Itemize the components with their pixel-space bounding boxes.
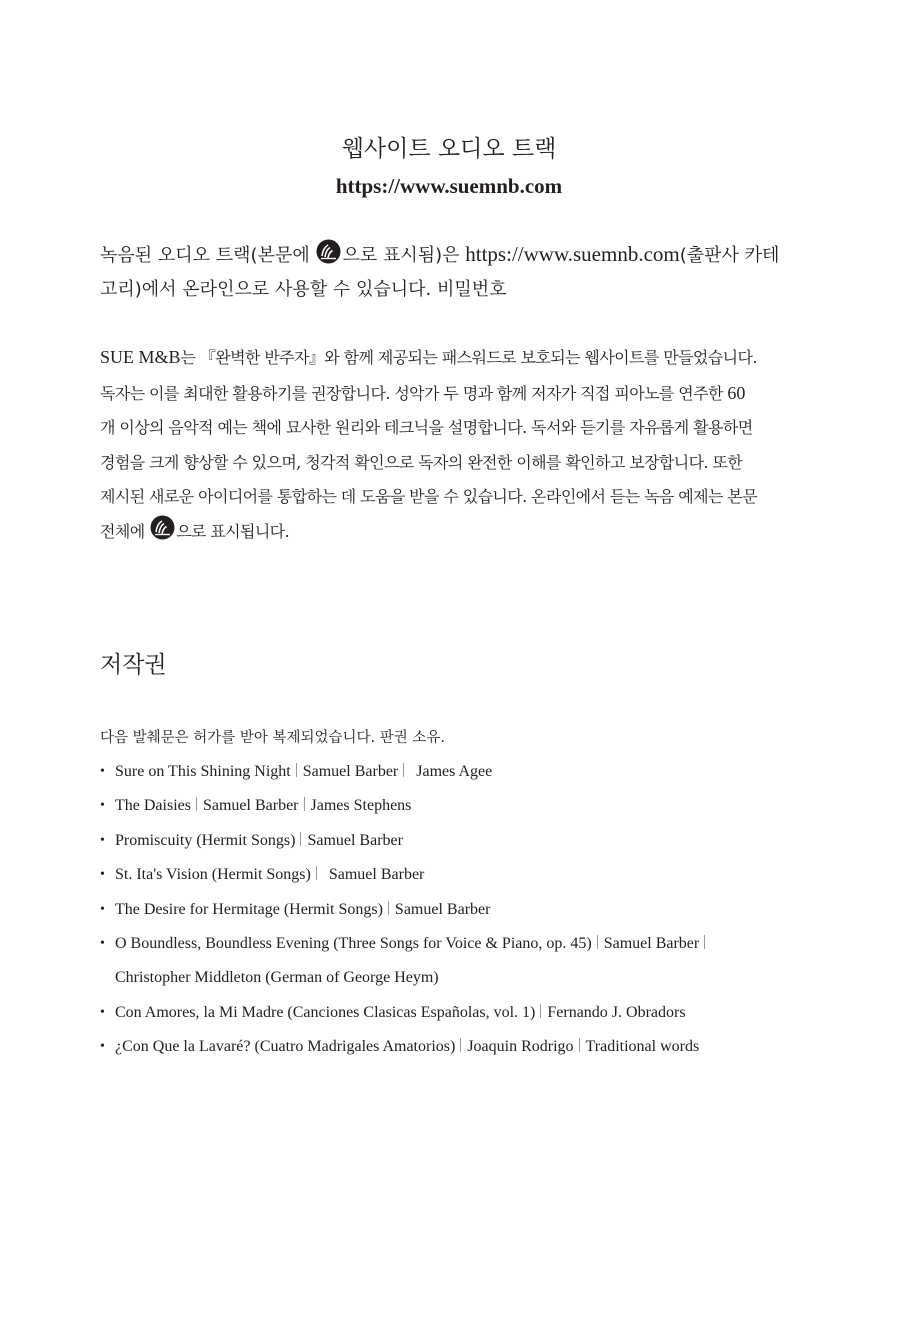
list-item — [100, 789, 740, 823]
credit-title: ¿Con Que la Lavaré? (Cuatro Madrigales Amatorios) — [115, 1038, 456, 1056]
credit-composer: Samuel Barber — [603, 935, 700, 953]
separator — [597, 935, 598, 949]
page-title: 웹사이트 오디오 트랙 — [341, 136, 557, 162]
credit-title: The Desire for Hermitage (Hermit Songs) — [115, 900, 383, 918]
intro-text-3: (출판사 카테고리)에서 온라인으로 사용할 수 있습니다. 비밀번호 — [100, 245, 780, 300]
audio-track-icon — [150, 515, 175, 540]
credit-composer: Samuel Barber — [202, 797, 299, 815]
list-item — [100, 1030, 740, 1064]
separator — [304, 797, 305, 811]
credit-composer: Fernando J. Obradors — [547, 1003, 686, 1021]
credit-composer: Samuel Barber — [307, 831, 403, 849]
separator — [460, 1038, 461, 1052]
list-item — [100, 893, 740, 927]
credit-title: Sure on This Shining Night — [115, 763, 291, 780]
credit-composer: Samuel Barber — [328, 866, 425, 884]
permission-note: 다음 발췌문은 허가를 받아 복제되었습니다. 판권 소유. — [100, 730, 446, 746]
credit-extra: James Agee — [416, 763, 493, 780]
intro-url: https://www.suemnb.com — [465, 242, 680, 266]
list-item — [100, 824, 740, 858]
body-paragraph — [100, 340, 760, 549]
credit-composer: Joaquin Rodrigo — [467, 1038, 574, 1056]
credit-extra: Traditional words — [585, 1038, 700, 1056]
intro-paragraph — [100, 237, 780, 307]
separator — [316, 866, 317, 880]
list-item — [100, 858, 740, 892]
credit-title: St. Ita's Vision (Hermit Songs) — [115, 866, 311, 884]
intro-text-2: 으로 표시됨)은 — [342, 245, 466, 266]
body-number: 60 — [727, 382, 746, 403]
credits-list — [100, 755, 740, 1065]
audio-track-icon — [316, 239, 341, 264]
list-item — [100, 755, 740, 789]
credit-title: Con Amores, la Mi Madre (Canciones Clasicas Españolas, vol. 1) — [115, 1003, 536, 1021]
separator — [704, 935, 705, 949]
separator — [579, 1038, 580, 1052]
credit-composer: Samuel Barber — [394, 900, 491, 918]
credit-title: O Boundless, Boundless Evening (Three Songs for Voice & Piano, op. 45) — [115, 935, 592, 953]
copyright-heading: 저작권 — [100, 652, 167, 678]
credit-extra: James Stephens — [310, 797, 412, 815]
separator — [540, 1004, 541, 1018]
credit-title: Promiscuity (Hermit Songs) — [115, 831, 296, 849]
body-text-3: 으로 표시됩니다. — [176, 521, 290, 541]
list-item — [100, 927, 740, 996]
intro-text-1: 녹음된 오디오 트랙(본문에 — [100, 245, 316, 266]
credit-title: The Daisies — [115, 797, 191, 815]
website-url: https://www.suemnb.com — [335, 174, 563, 198]
separator — [403, 763, 404, 777]
separator — [196, 797, 197, 811]
body-text-1: 는 『완벽한 반주자』와 함께 제공되는 패스워드로 보호되는 웹사이트를 만들었습니다. 독자는 이를 최대한 활용하기를 권장합니다. 성악가 두 명과 함께 저자가 직접 피아노를 연주한 — [100, 348, 757, 403]
body-text-2: 개 이상의 음악적 예는 책에 묘사한 원리와 테크닉을 설명합니다. 독서와 듣기를 자유롭게 활용하면 경험을 크게 향상할 수 있으며, 청각적 확인으로 독자의 완전한 이해를 확인하고 보장합니다. 또한 제시된 새로운 아이디어를 통합하는 데 도움을 받을 수 있습니다. 온라인에서 듣는 녹음 예제는 본문 전체에 — [100, 418, 758, 541]
credit-composer: Samuel Barber — [302, 763, 399, 780]
credit-extra: Christopher Middleton (German of George Heym) — [115, 969, 439, 987]
separator — [300, 832, 301, 846]
brand-name: SUE M&B — [100, 347, 181, 367]
separator — [388, 901, 389, 915]
list-item — [100, 996, 740, 1030]
separator — [296, 763, 297, 777]
